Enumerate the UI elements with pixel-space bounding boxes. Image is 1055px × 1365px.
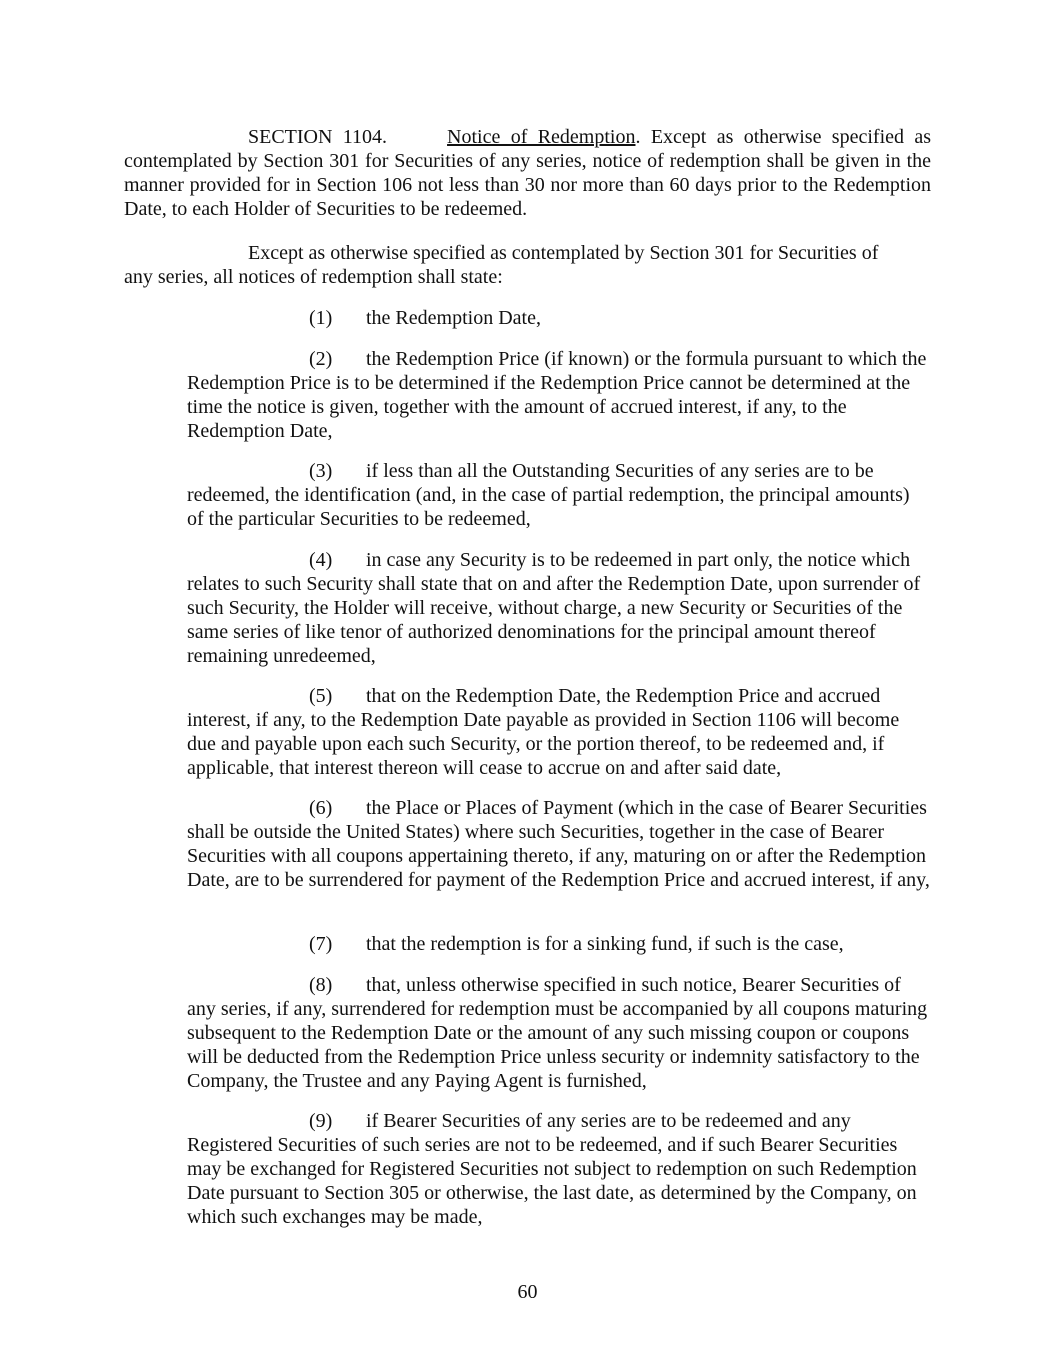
page-number: 60 [517,1281,538,1303]
section-title: Notice of Redemption [447,126,636,148]
list-item [187,684,931,780]
item-text: if Bearer Securities of any series are to be redeemed and any Registered Securities of such series are not to be redeemed, and if such Bearer Securities may be exchanged for Registered Securities not subject to redemption on such Redemption Date pursuant to Section 305 or otherwise, the last date, as determined by the Company, on which such exchanges may be made, [187,1110,917,1228]
item-text: the Place or Places of Payment (which in the case of Bearer Securities shall be outside the United States) where such Securities, together in the case of Bearer Securities with all coupons appertaining thereto, if any, maturing on or after the Redemption Date, are to be surrendered for payment of the Redemption Price and accrued interest, if any, [187,797,930,891]
section-text: . Except as otherwise specified as contemplated by Section 301 for Securities of any series, notice of redemption shall be given in the manner provided for in Section 106 not less than 30 nor more than 60 days prior to the Redemption Date, to each Holder of Securities to be redeemed. [124,126,932,220]
intro-line-1: Except as otherwise specified as contemplated by Section 301 for Securities of [248,242,879,264]
list-item [187,548,931,668]
item-number: (7) [309,933,333,955]
intro-line-2: any series, all notices of redemption shall state: [124,266,503,288]
item-text: if less than all the Outstanding Securities of any series are to be redeemed, the identification (and, in the case of partial redemption, the principal amounts) of the particular Securities to be redeemed, [187,460,910,530]
section-label: SECTION 1104. [248,126,388,148]
section-paragraph [124,125,931,221]
list-item [187,1109,931,1229]
item-text: that, unless otherwise specified in such notice, Bearer Securities of any series, if any, surrendered for redemption must be accompanied by all coupons maturing subsequent to the Redemption Date or the amount of any such missing coupon or coupons will be deducted from the Redemption Price unless security or indemnity satisfactory to the Company, the Trustee and any Paying Agent is furnished, [187,974,928,1092]
list-item [187,973,931,1093]
item-text: that the redemption is for a sinking fund, if such is the case, [366,933,844,955]
list-item [187,932,931,956]
item-number: (8) [309,974,333,996]
item-number: (3) [309,460,333,482]
intro-paragraph [124,241,931,289]
list-item [187,796,931,892]
item-number: (1) [309,307,333,329]
list-item [187,459,931,531]
item-number: (9) [309,1110,333,1132]
item-text: the Redemption Date, [366,307,541,329]
item-number: (2) [309,348,333,370]
item-text: that on the Redemption Date, the Redemption Price and accrued interest, if any, to the Redemption Date payable as provided in Section 1106 will become due and payable upon each such Security, or the portion thereof, to be redeemed and, if applicable, that interest thereon will cease to accrue on and after said date, [187,685,900,779]
item-number: (6) [309,797,333,819]
item-text: the Redemption Price (if known) or the formula pursuant to which the Redemption Price is to be determined if the Redemption Price cannot be determined at the time the notice is given, together with the amount of accrued interest, if any, to the Redemption Date, [187,348,927,442]
item-text: in case any Security is to be redeemed in part only, the notice which relates to such Security shall state that on and after the Redemption Date, upon surrender of such Security, the Holder will receive, without charge, a new Security or Securities of the same series of like tenor of authorized denominations for the principal amount thereof remaining unredeemed, [187,549,921,667]
list-item [187,347,931,443]
item-number: (5) [309,685,333,707]
item-number: (4) [309,549,333,571]
list-item [187,306,931,330]
